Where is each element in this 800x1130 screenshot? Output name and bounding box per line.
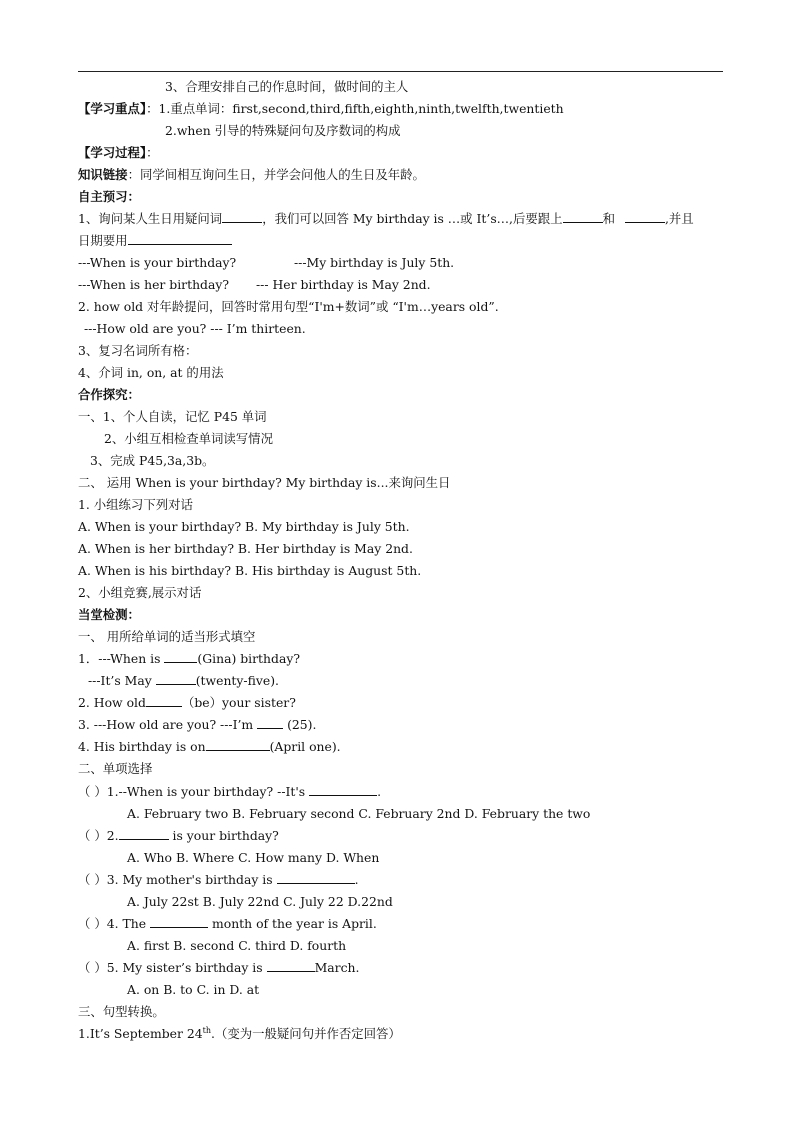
mc-q5-stem-a: 5. My sister’s birthday is (106, 960, 263, 975)
mc-options-1: A. February two B. February second C. February 2nd D. February the two (127, 806, 591, 821)
mc-question-2 (78, 828, 279, 844)
answer-paren: （ ） (78, 960, 107, 975)
preview-item-1-text-e: 日期要用 (78, 233, 128, 248)
fill-question-4 (78, 739, 341, 755)
mc-q2-stem-a: 2. (106, 828, 119, 843)
key-points-line-1 (78, 101, 564, 117)
key-points-words: ：1.重点单词：first,second,third,fifth,eighth,ninth,twelfth,twentieth (146, 101, 564, 116)
process-heading (78, 145, 159, 161)
fill-question-1-answer (88, 673, 279, 689)
fill-q1-text-c: ---It’s May (88, 673, 152, 688)
fill-q1-text-b: (Gina) birthday? (197, 651, 300, 666)
blank (119, 828, 169, 840)
fill-q2-text-a: 2. How old (78, 695, 146, 710)
mc-q2-stem-b: is your birthday? (172, 828, 279, 843)
preview-item-1-text-d: ,并且 (664, 211, 694, 226)
blank (563, 211, 603, 223)
preview-item-1-cont (78, 233, 232, 249)
blank (206, 739, 270, 751)
key-points-line-2: 2.when 引导的特殊疑问句及序数词的构成 (165, 123, 401, 138)
fill-q4-text-a: 4. His birthday is on (78, 739, 206, 754)
preview-item-1-text-a: 1、询问某人生日用疑问词 (78, 211, 223, 226)
answer-paren: （ ） (78, 828, 107, 843)
blank (156, 673, 196, 685)
process-colon: ： (146, 145, 159, 160)
fill-question-1 (78, 651, 300, 667)
mc-question-5 (78, 960, 359, 976)
mc-options-3: A. July 22st B. July 22nd C. July 22 D.22nd (127, 894, 393, 909)
blank (267, 960, 315, 972)
fill-q1-text-d: (twenty-five). (195, 673, 279, 688)
transform-q1-text-a: 1.It’s September 24 (78, 1026, 203, 1041)
process-label: 【学习过程】 (78, 145, 147, 160)
mc-question-1 (78, 784, 381, 800)
mc-q5-stem-b: March. (314, 960, 360, 975)
practice-dialog: A. When is her birthday? B. Her birthday is May 2nd. (78, 541, 413, 556)
blank (309, 784, 377, 796)
ordinal-suffix: th (202, 1025, 212, 1035)
test-part-2-title: 二、单项选择 (78, 761, 153, 776)
fill-q3-text-a: 3. ---How old are you? ---I’m (78, 717, 254, 732)
preview-item-1-text-c: 和 (602, 211, 615, 226)
dialog-2-answer: --- Her birthday is May 2nd. (256, 277, 431, 292)
blank (150, 916, 208, 928)
fill-question-2 (78, 695, 296, 711)
preview-item-2: 2. how old 对年龄提问，回答时常用句型“I'm+数词”或 “I'm…years old”. (78, 299, 499, 314)
mc-question-3 (78, 872, 359, 888)
fill-q3-text-b: (25). (287, 717, 317, 732)
practice-dialog: A. When is your birthday? B. My birthday is July 5th. (78, 519, 410, 534)
mc-q1-stem-a: 1.--When is your birthday? --It's (106, 784, 306, 799)
test-part-3-title: 三、句型转换。 (78, 1004, 165, 1019)
mc-question-4 (78, 916, 377, 932)
dialog-2-question: ---When is her birthday? (78, 277, 230, 292)
cooperate-step-1-1: 一、1、个人自读，记忆 P45 单词 (78, 409, 267, 424)
preview-title: 自主预习： (78, 189, 140, 204)
knowledge-text: ：同学间相互询问生日，并学会问他人的生日及年龄。 (127, 167, 425, 182)
blank (625, 211, 665, 223)
key-points-label: 【学习重点】 (78, 101, 147, 116)
mc-options-4: A. first B. second C. third D. fourth (127, 938, 347, 953)
cooperate-title: 合作探究： (78, 387, 140, 402)
transform-question-1 (78, 1026, 401, 1042)
goal-3: 3、合理安排自己的作息时间，做时间的主人 (165, 79, 409, 94)
fill-q1-text-a: 1．---When is (78, 651, 161, 666)
test-title: 当堂检测： (78, 607, 140, 622)
answer-paren: （ ） (78, 872, 107, 887)
answer-paren: （ ） (78, 784, 107, 799)
preview-item-1-text-b: ，我们可以回答 My birthday is …或 It’s…,后要跟上 (262, 211, 563, 226)
preview-item-3: 3、复习名词所有格： (78, 343, 198, 358)
knowledge-link (78, 167, 425, 183)
cooperate-step-1-2: 2、小组互相检查单词读写情况 (104, 431, 273, 446)
cooperate-step-2-1: 1. 小组练习下列对话 (78, 497, 193, 512)
blank (146, 695, 182, 707)
mc-q3-stem-b: . (354, 872, 359, 887)
practice-dialog: A. When is his birthday? B. His birthday is August 5th. (78, 563, 422, 578)
blank (222, 211, 262, 223)
blank (277, 872, 355, 884)
dialog-3: ---How old are you? --- I’m thirteen. (84, 321, 306, 336)
cooperate-section-2-title: 二、 运用 When is your birthday? My birthday is...来询问生日 (78, 475, 451, 490)
fill-question-3 (78, 717, 316, 733)
blank (164, 651, 197, 663)
preview-item-1 (78, 211, 694, 227)
dialog-1-question: ---When is your birthday? (78, 255, 237, 270)
header-rule (78, 71, 723, 72)
answer-paren: （ ） (78, 916, 107, 931)
mc-q4-stem-b: month of the year is April. (211, 916, 377, 931)
test-part-1-title: 一、 用所给单词的适当形式填空 (78, 629, 256, 644)
transform-q1-text-b: .（变为一般疑问句并作否定回答） (211, 1026, 401, 1041)
fill-q2-text-b: （be）your sister? (181, 695, 296, 710)
preview-item-4: 4、介词 in, on, at 的用法 (78, 365, 224, 380)
blank (128, 233, 232, 245)
mc-options-5: A. on B. to C. in D. at (127, 982, 260, 997)
mc-options-2: A. Who B. Where C. How many D. When (127, 850, 380, 865)
mc-q4-stem-a: 4. The (106, 916, 147, 931)
dialog-1-answer: ---My birthday is July 5th. (294, 255, 455, 270)
fill-q4-text-b: (April one). (269, 739, 341, 754)
blank (257, 717, 283, 729)
cooperate-step-2-2: 2、小组竞赛,展示对话 (78, 585, 202, 600)
mc-q3-stem-a: 3. My mother's birthday is (106, 872, 273, 887)
mc-q1-stem-b: . (377, 784, 382, 799)
knowledge-label: 知识链接 (78, 167, 128, 182)
cooperate-step-1-3: 3、完成 P45,3a,3b。 (90, 453, 215, 468)
